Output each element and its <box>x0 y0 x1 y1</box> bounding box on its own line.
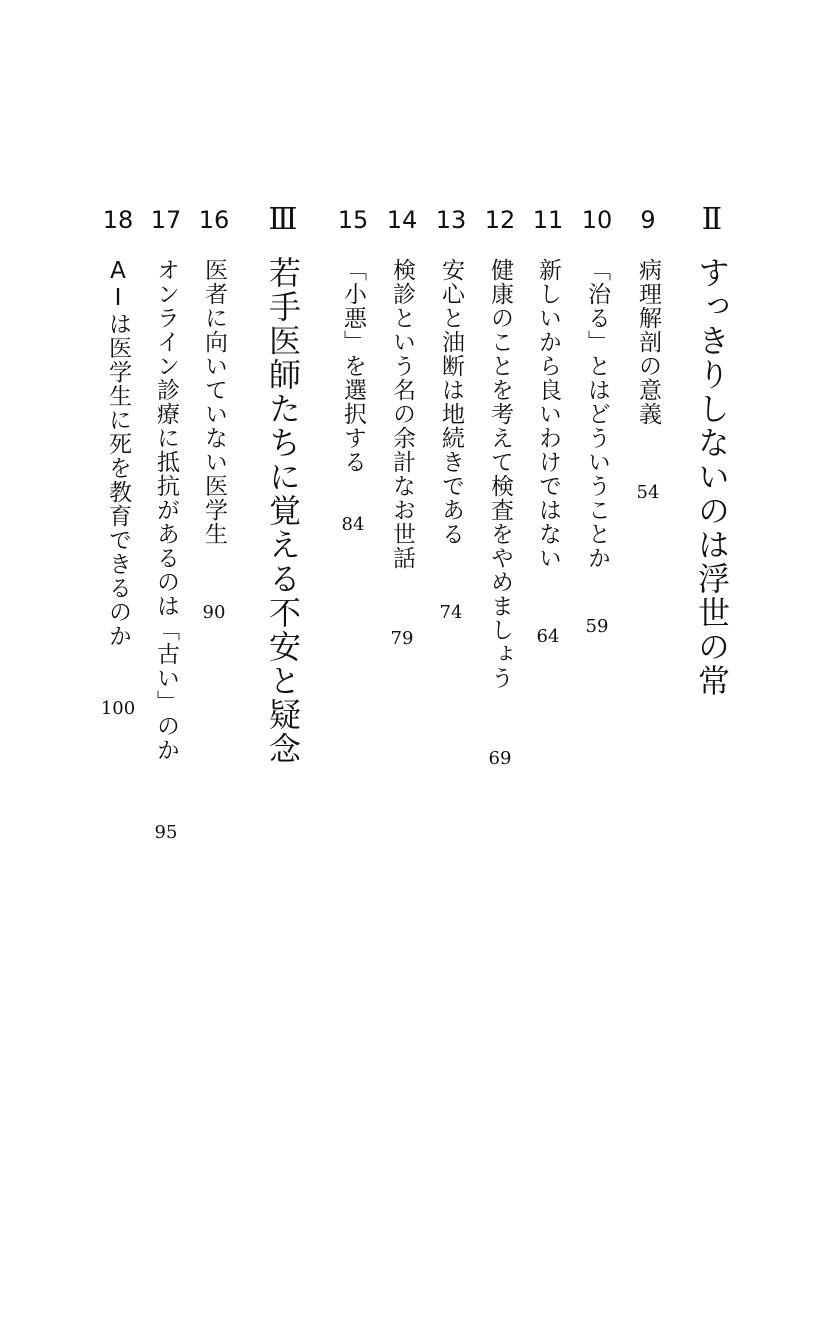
entry-number: 14 <box>386 206 418 234</box>
entry-title: 検診という名の余計なお世話 <box>389 258 415 570</box>
entry-page-number: 59 <box>585 616 609 637</box>
section-numeral: Ⅱ <box>701 202 723 237</box>
entry-page-number: 90 <box>202 602 226 623</box>
entry-page-number: 64 <box>536 626 560 647</box>
entry-title: 健康のことを考えて検査をやめましょう <box>487 258 513 690</box>
entry-page-number: 100 <box>100 698 136 719</box>
entry-number: 10 <box>581 206 613 234</box>
entry-page-number: 95 <box>154 822 178 843</box>
entry-title: AIは医学生に死を教育できるのか <box>105 258 131 648</box>
section-numeral: Ⅲ <box>268 202 298 237</box>
entry-title: 病理解剖の意義 <box>635 258 661 426</box>
entry-page-number: 84 <box>341 514 365 535</box>
entry-title: 新しいから良いわけではない <box>535 258 561 570</box>
entry-number: 18 <box>102 206 134 234</box>
entry-number: 15 <box>337 206 369 234</box>
entry-number: 12 <box>484 206 516 234</box>
entry-title: 安心と油断は地続きである <box>438 258 464 546</box>
entry-page-number: 69 <box>488 748 512 769</box>
section-title: すっきりしないのは浮世の常 <box>693 256 731 698</box>
section-title: 若手医師たちに覚える不安と疑念 <box>264 256 302 766</box>
entry-number: 9 <box>640 206 656 234</box>
entry-title: オンライン診療に抵抗があるのは「古い」のか <box>153 258 179 762</box>
entry-title: 「小悪」を選択する <box>340 258 366 474</box>
entry-page-number: 79 <box>390 628 414 649</box>
entry-number: 17 <box>150 206 182 234</box>
entry-page-number: 54 <box>636 482 660 503</box>
entry-number: 11 <box>532 206 564 234</box>
entry-number: 13 <box>435 206 467 234</box>
entry-page-number: 74 <box>439 602 463 623</box>
entry-number: 16 <box>198 206 230 234</box>
entry-title: 「治る」とはどういうことか <box>584 258 610 570</box>
entry-title: 医者に向いていない医学生 <box>201 258 227 546</box>
